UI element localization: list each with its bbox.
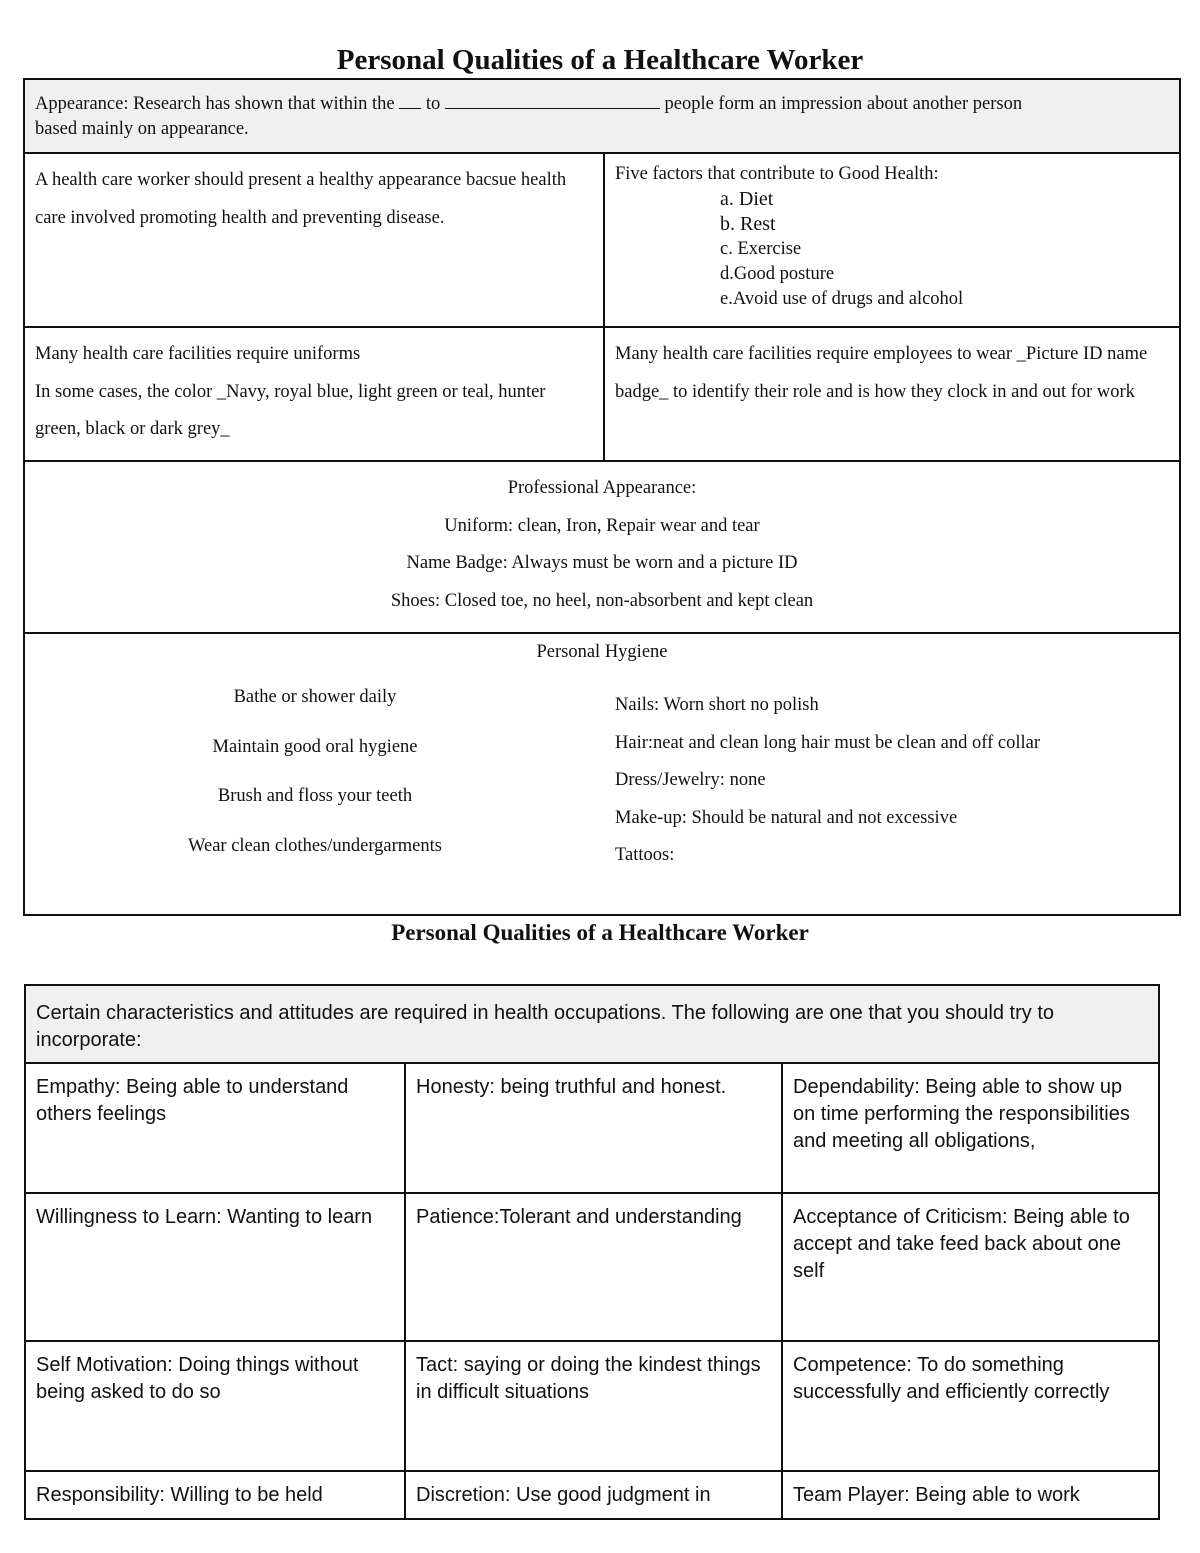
professional-heading: Professional Appearance:: [507, 478, 697, 498]
quality-willingness: Willingness to Learn: Wanting to learn: [26, 1192, 406, 1340]
hygiene-left-item: Brush and floss your teeth: [217, 786, 413, 806]
qualities-row: [26, 1340, 1158, 1472]
blank-line-short[interactable]: [399, 92, 421, 109]
quality-empathy: Empathy: Being able to understand others feelings: [26, 1062, 406, 1192]
quality-acceptance: Acceptance of Criticism: Being able to accept and take feed back about one self: [793, 1206, 1130, 1282]
qualities-table: [24, 984, 1160, 1520]
good-health-item: c. Exercise: [720, 239, 802, 259]
hygiene-right-item: Nails: Worn short no polish: [615, 695, 819, 715]
good-health-item: d.Good posture: [720, 264, 835, 284]
quality-responsibility: Responsibility: Willing to be held: [26, 1470, 406, 1520]
good-health-item: b. Rest: [720, 213, 776, 235]
qualities-row: [26, 1470, 1158, 1520]
section-title: Personal Qualities of a Healthcare Worker: [391, 920, 809, 945]
quality-honesty: Honesty: being truthful and honest.: [406, 1062, 783, 1192]
appearance-row: [25, 80, 1179, 154]
appearance-text-3: people form an impression about another person: [664, 94, 1023, 114]
quality-patience: Patience:Tolerant and understanding: [406, 1192, 783, 1340]
good-health-item: e.Avoid use of drugs and alcohol: [720, 289, 964, 309]
good-health-cell: [605, 152, 1179, 326]
qualities-intro: Certain characteristics and attitudes are required in health occupations. The following are one that you should try to incorporate:: [36, 1002, 1054, 1051]
uniforms-line-1: Many health care facilities require uniforms: [35, 344, 361, 364]
professional-shoes: Shoes: Closed toe, no heel, non-absorbent and kept clean: [390, 590, 814, 611]
hygiene-left-item: Wear clean clothes/undergarments: [188, 835, 442, 856]
professional-cell: [25, 460, 1179, 632]
appearance-cell: [25, 80, 1179, 152]
healthy-appearance-cell: [25, 152, 605, 326]
professional-row: [25, 460, 1179, 634]
good-health-heading: Five factors that contribute to Good Health:: [615, 164, 939, 184]
qualities-row: [26, 1062, 1158, 1194]
quality-team-player: Team Player: Being able to work: [793, 1484, 1080, 1506]
quality-competence: Competence: To do something successfully and efficiently correctly: [793, 1354, 1110, 1403]
page-title: Personal Qualities of a Healthcare Worker: [336, 44, 864, 76]
hygiene-right-list: [615, 687, 1040, 875]
hygiene-right-item: Tattoos:: [615, 845, 675, 865]
quality-dependability: Dependability: Being able to show up on time performing the responsibilities and meeting all obligations,: [793, 1076, 1130, 1152]
hygiene-heading: Personal Hygiene: [536, 642, 668, 662]
appearance-text-4: based mainly on appearance.: [35, 119, 249, 139]
appearance-text-1: Appearance: Research has shown that within the: [35, 94, 395, 114]
hygiene-left-list: [25, 687, 605, 885]
appearance-text-2: to: [425, 94, 441, 114]
quality-self-motivation: Self Motivation: Doing things without being asked to do so: [26, 1340, 406, 1470]
professional-name-badge: Name Badge: Always must be worn and a picture ID: [406, 553, 798, 573]
uniforms-line-2: In some cases, the color _Navy, royal blue, light green or teal, hunter green, black or dark grey_: [35, 381, 546, 439]
good-health-item: a. Diet: [720, 188, 774, 210]
hygiene-right-item: Dress/Jewelry: none: [615, 770, 766, 790]
badge-text: Many health care facilities require employees to wear _Picture ID name badge_ to identify their role and is how they clock in and out for work: [615, 344, 1148, 402]
hygiene-right-item: Make-up: Should be natural and not excessive: [615, 807, 958, 828]
healthy-appearance-text: A health care worker should present a healthy appearance bacsue health care involved promoting health and preventing disease.: [35, 170, 567, 228]
uniform-row: [25, 326, 1179, 462]
hygiene-left-item: Bathe or shower daily: [233, 687, 397, 707]
blank-line-long[interactable]: [445, 92, 660, 109]
uniforms-cell: [25, 326, 605, 460]
qualities-row: [26, 1192, 1158, 1342]
quality-tact: Tact: saying or doing the kindest things in difficult situations: [406, 1340, 783, 1470]
appearance-table: [23, 78, 1181, 916]
badge-cell: [605, 326, 1179, 460]
hygiene-row: [25, 632, 1179, 914]
hygiene-left-item: Maintain good oral hygiene: [212, 736, 418, 757]
health-row: [25, 152, 1179, 328]
qualities-intro-row: [26, 986, 1158, 1064]
quality-discretion: Discretion: Use good judgment in: [406, 1470, 783, 1520]
professional-uniform: Uniform: clean, Iron, Repair wear and tear: [444, 515, 760, 536]
hygiene-right-item: Hair:neat and clean long hair must be clean and off collar: [615, 732, 1040, 753]
